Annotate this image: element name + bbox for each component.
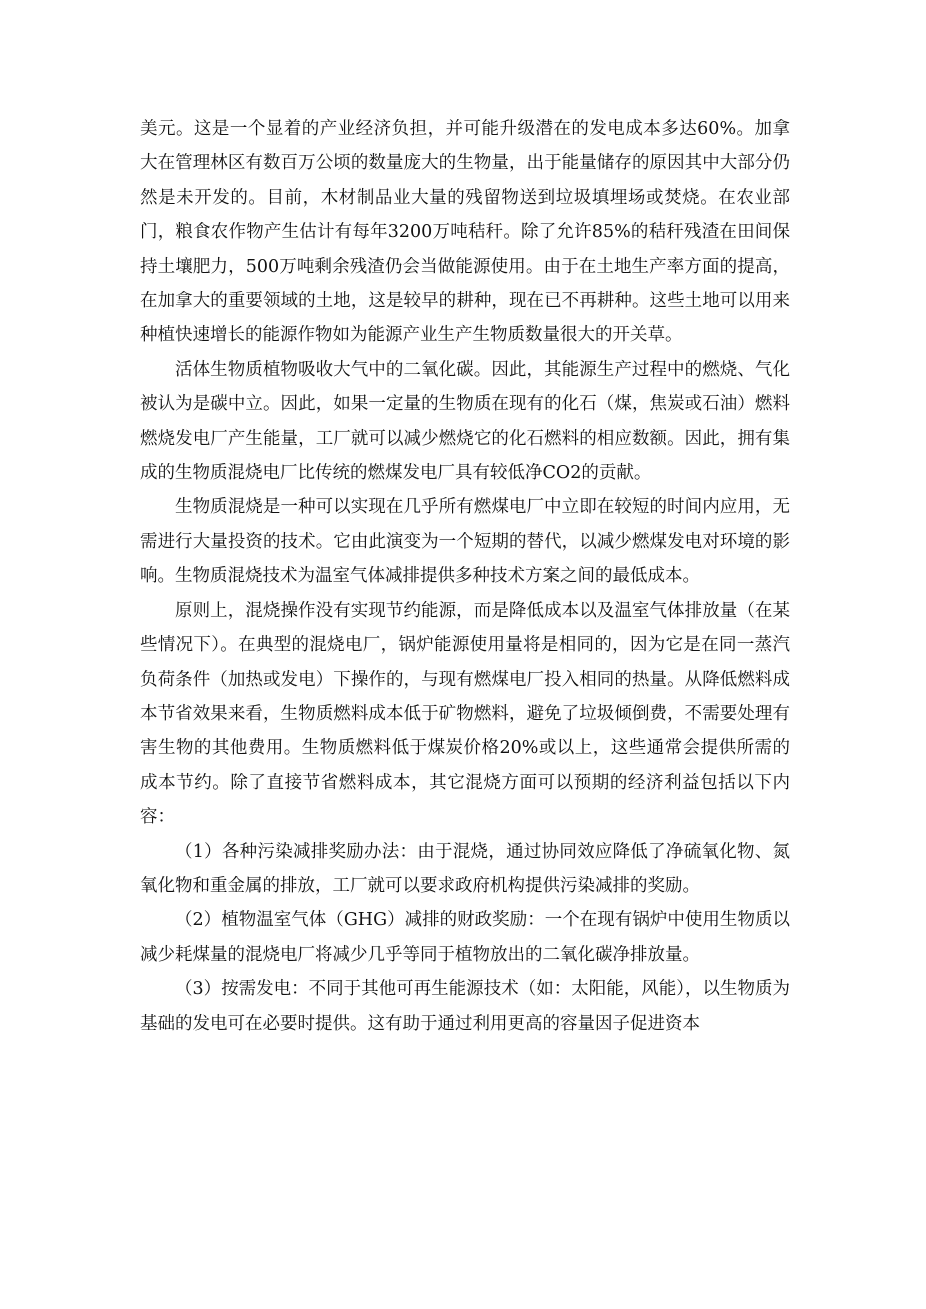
paragraph-carbon-neutral: 活体生物质植物吸收大气中的二氧化碳。因此，其能源生产过程中的燃烧、气化被认为是碳中立。因此，如果一定量的生物质在现有的化石（煤，焦炭或石油）燃料燃烧发电厂产生能量，工厂就可以减少燃烧它的化石燃料的相应数额。因此，拥有集成的生物质混烧电厂比传统的燃煤发电厂具有较低净CO2的贡献。 [140,359,790,484]
list-item-pollution-incentives: （1）各种污染减排奖励办法：由于混烧，通过协同效应降低了净硫氧化物、氮氧化物和重金属的排放，工厂就可以要求政府机构提供污染减排的奖励。 [140,841,790,896]
paragraph-biomass-canada: 美元。这是一个显着的产业经济负担，并可能升级潜在的发电成本多达60%。加拿大在管理林区有数百万公顷的数量庞大的生物量，出于能量储存的原因其中大部分仍然是未开发的。目前，木材制品业大量的残留物送到垃圾填埋场或焚烧。在农业部门，粮食农作物产生估计有每年3200万吨秸秆。除了允许85%的秸秆残渣在田间保持土壤肥力，500万吨剩余残渣仍会当做能源使用。由于在土地生产率方面的提高，在加拿大的重要领域的土地，这是较早的耕种，现在已不再耕种。这些土地可以用来种植快速增长的能源作物如为能源产业生产生物质数量很大的开关草。 [140,119,790,346]
document-page [140,112,790,1041]
list-item-on-demand-power: （3）按需发电：不同于其他可再生能源技术（如：太阳能，风能），以生物质为基础的发电可在必要时提供。这有助于通过利用更高的容量因子促进资本 [140,979,790,1034]
paragraph-cofiring-technology: 生物质混烧是一种可以实现在几乎所有燃煤电厂中立即在较短的时间内应用，无需进行大量投资的技术。它由此演变为一个短期的替代，以减少燃煤发电对环境的影响。生物质混烧技术为温室气体减排提供多种技术方案之间的最低成本。 [140,497,790,587]
list-item-ghg-incentives: （2）植物温室气体（GHG）减排的财政奖励：一个在现有锅炉中使用生物质以减少耗煤量的混烧电厂将减少几乎等同于植物放出的二氧化碳净排放量。 [140,910,790,965]
paragraph-cofiring-principle: 原则上，混烧操作没有实现节约能源，而是降低成本以及温室气体排放量（在某些情况下）。在典型的混烧电厂，锅炉能源使用量将是相同的，因为它是在同一蒸汽负荷条件（加热或发电）下操作的，与现有燃煤电厂投入相同的热量。从降低燃料成本节省效果来看，生物质燃料成本低于矿物燃料，避免了垃圾倾倒费，不需要处理有害生物的其他费用。生物质燃料低于煤炭价格20%或以上，这些通常会提供所需的成本节约。除了直接节省燃料成本，其它混烧方面可以预期的经济利益包括以下内容： [140,600,790,828]
